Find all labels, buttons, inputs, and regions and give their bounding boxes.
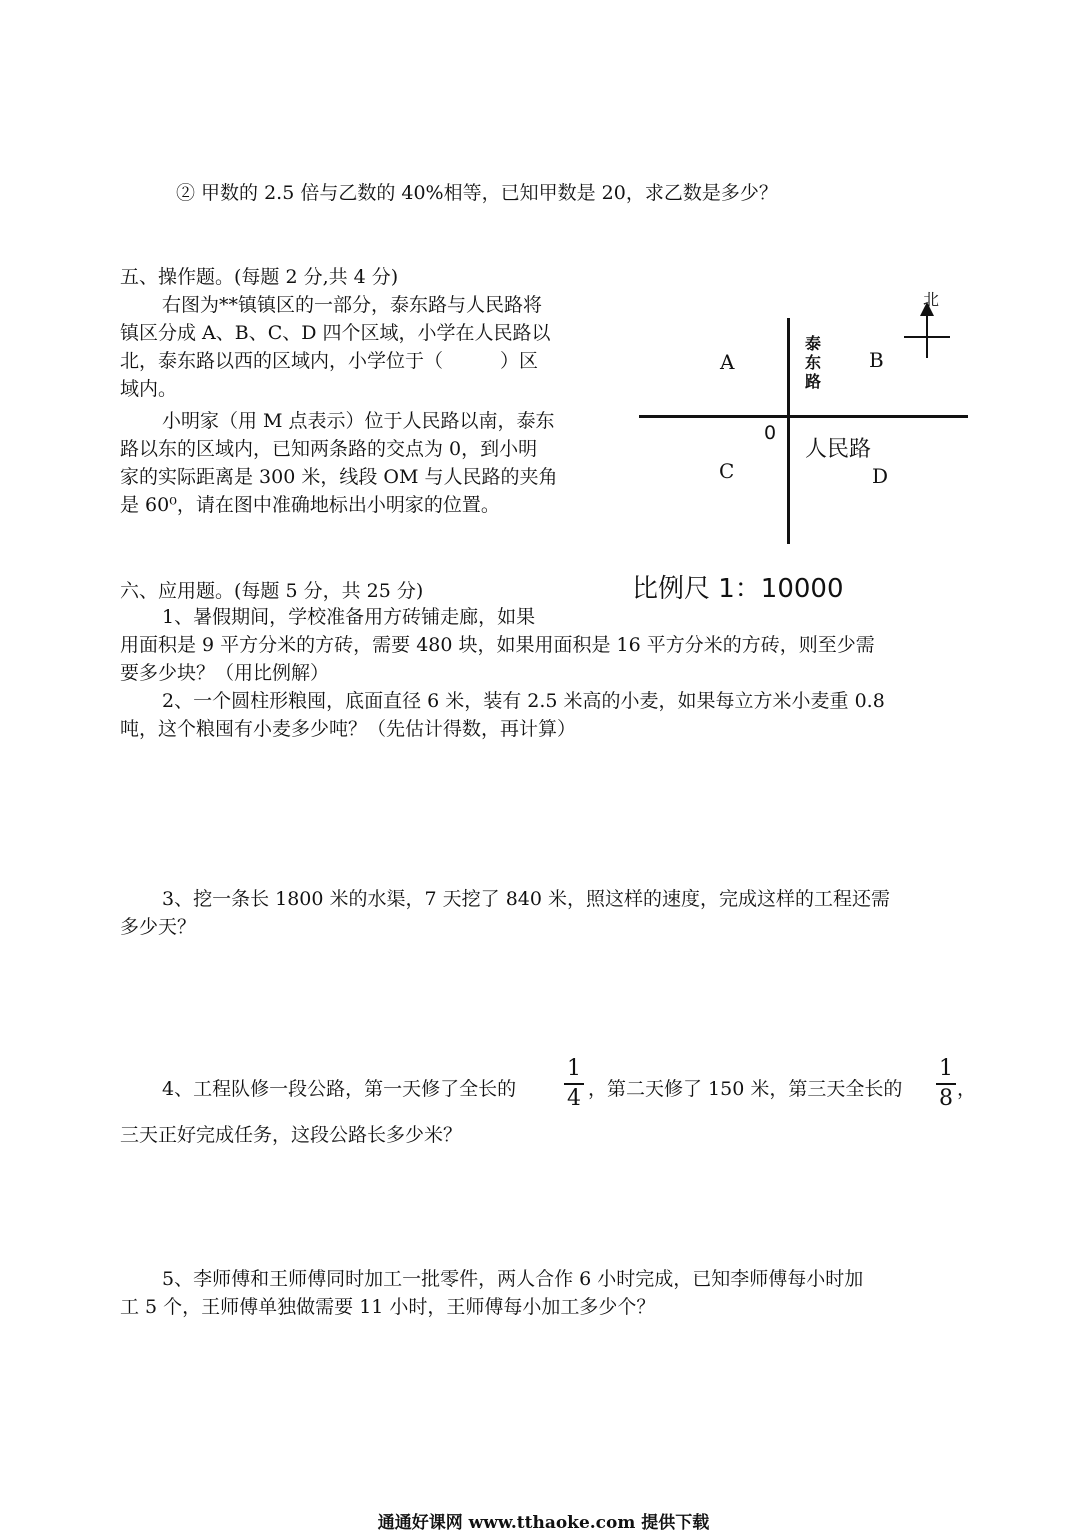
region-b-label: B [869,348,884,372]
question-line: 要多少块？（用比例解） [120,662,330,684]
question-line: 5、李师傅和王师傅同时加工一批零件，两人合作 6 小时完成，已知李师傅每小时加 [162,1268,864,1290]
paragraph-line: 小明家（用 M 点表示）位于人民路以南，泰东 [162,410,555,432]
question-line: 用面积是 9 平方分米的方砖，需要 480 块，如果用面积是 16 平方分米的方砖，则至少需 [120,634,875,656]
question-line: 1、暑假期间，学校准备用方砖铺走廊，如果 [162,606,536,628]
renmin-road-label: 人民路 [805,437,872,462]
question-line: 多少天？ [120,916,197,938]
question-line: ，第二天修了 150 米，第三天全长的 [588,1078,903,1100]
paragraph-line: 北，泰东路以西的区域内，小学位于（ ）区 [120,350,539,372]
region-a-label: A [720,350,735,374]
question-line: 3、挖一条长 1800 米的水渠，7 天挖了 840 米，照这样的速度，完成这样的工程还需 [162,888,890,910]
footer-watermark: 通通好课网 www.tthaoke.com 提供下载 [377,1513,710,1533]
question-line: 2、一个圆柱形粮囤，底面直径 6 米，装有 2.5 米高的小麦，如果每立方米小麦重 0.8 [162,690,885,712]
question-line: 4、工程队修一段公路，第一天修了全长的 [162,1078,517,1100]
north-arrow-shaft [926,310,928,358]
north-arrow-crossbar [904,336,950,338]
question-line: 工 5 个，王师傅单独做需要 11 小时，王师傅每小加工多少个？ [120,1296,656,1318]
region-c-label: C [719,459,735,483]
renmin-road-line [639,415,968,418]
scale-label: 比例尺 1：10000 [632,574,844,604]
region-d-label: D [872,464,889,488]
origin-label: 0 [764,422,777,444]
paragraph-line: 域内。 [120,378,178,400]
question-line: 吨，这个粮囤有小麦多少吨？（先估计得数，再计算） [120,718,577,740]
section-heading: 五、操作题。(每题 2 分,共 4 分) [120,266,399,288]
question-text: ② 甲数的 2.5 倍与乙数的 40%相等，已知甲数是 20，求乙数是多少？ [176,182,778,204]
section-heading: 六、应用题。(每题 5 分，共 25 分) [120,580,424,602]
fraction-one-quarter: 1 4 [564,1058,584,1110]
fraction-one-eighth: 1 8 [936,1058,956,1110]
paragraph-line: 家的实际距离是 300 米，线段 OM 与人民路的夹角 [120,466,558,488]
paragraph-line: 右图为**镇镇区的一部分，泰东路与人民路将 [162,294,543,316]
paragraph-line: 路以东的区域内，已知两条路的交点为 0，到小明 [120,438,538,460]
taidong-road-line [787,318,790,544]
paragraph-line: 镇区分成 A、B、C、D 四个区域，小学在人民路以 [120,322,551,344]
paragraph-line: 是 60⁰，请在图中准确地标出小明家的位置。 [120,494,500,516]
question-line: 三天正好完成任务，这段公路长多少米？ [120,1124,463,1146]
question-line: ， [957,1078,977,1100]
taidong-road-label: 泰 东 路 [805,334,822,391]
north-label: 北 [923,290,940,309]
